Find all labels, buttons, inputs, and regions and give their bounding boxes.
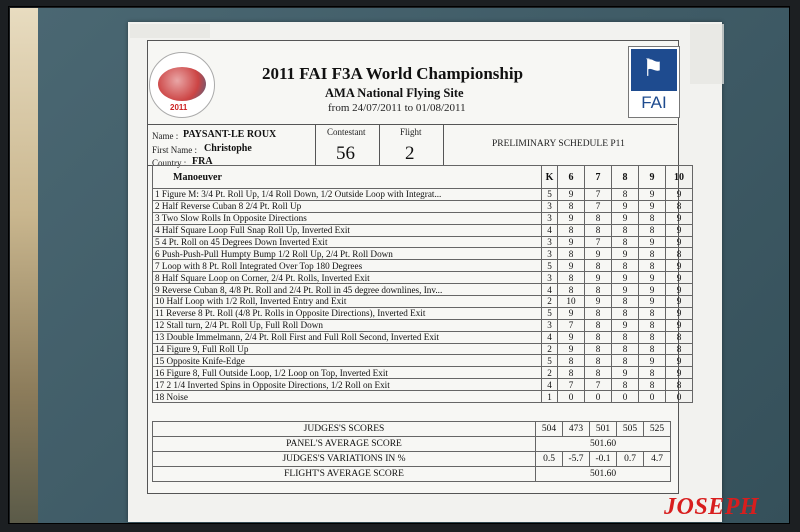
- score-cell: 9: [612, 284, 639, 296]
- score-cell: 7: [585, 189, 612, 201]
- score-cell: 8: [639, 367, 666, 379]
- score-cell: 9: [666, 296, 693, 308]
- variation-value: 0.5: [536, 452, 563, 467]
- variations-label: JUDGES'S VARIATIONS IN %: [153, 452, 536, 467]
- score-cell: 8: [585, 307, 612, 319]
- table-row: [153, 391, 693, 403]
- table-row: [153, 331, 693, 343]
- panel-average-value: 501.60: [536, 437, 671, 452]
- score-cell: 0: [558, 391, 585, 403]
- score-cell: 9: [558, 212, 585, 224]
- score-cell: 8: [639, 224, 666, 236]
- score-cell: 9: [666, 189, 693, 201]
- manoeuver-name: 17 2 1/4 Inverted Spins in Opposite Directions, 1/2 Roll on Exit: [153, 379, 542, 391]
- score-cell: 8: [612, 331, 639, 343]
- manoeuver-name: 13 Double Immelmann, 2/4 Pt. Roll First and Full Roll Second, Inverted Exit: [153, 331, 542, 343]
- country-label: Country :: [152, 158, 187, 168]
- fai-logo-text: FAI: [641, 93, 667, 112]
- score-cell: 8: [558, 200, 585, 212]
- variation-value: 0.7: [617, 452, 644, 467]
- pilot-country: FRA: [192, 156, 213, 167]
- manoeuver-name: 15 Opposite Knife-Edge: [153, 355, 542, 367]
- score-cell: 9: [585, 272, 612, 284]
- score-cell: 9: [612, 248, 639, 260]
- tape: [690, 24, 724, 84]
- score-cell: 8: [585, 319, 612, 331]
- score-cell: 10: [558, 296, 585, 308]
- tape: [130, 24, 210, 38]
- judge-total: 501: [590, 422, 617, 437]
- manoeuver-name: 8 Half Square Loop on Corner, 2/4 Pt. Rolls, Inverted Exit: [153, 272, 542, 284]
- table-row: [153, 272, 693, 284]
- score-cell: 9: [612, 272, 639, 284]
- score-cell: 9: [558, 331, 585, 343]
- score-cell: 8: [612, 355, 639, 367]
- score-cell: 9: [639, 355, 666, 367]
- score-cell: 0: [585, 391, 612, 403]
- score-cell: 8: [612, 379, 639, 391]
- score-cell: 9: [639, 200, 666, 212]
- manoeuver-name: 2 Half Reverse Cuban 8 2/4 Pt. Roll Up: [153, 200, 542, 212]
- table-row: [153, 343, 693, 355]
- judge-total: 504: [536, 422, 563, 437]
- k-factor: 4: [542, 379, 558, 391]
- score-cell: 9: [612, 319, 639, 331]
- manoeuver-name: 4 Half Square Loop Full Snap Roll Up, Inverted Exit: [153, 224, 542, 236]
- judge-total: 525: [644, 422, 671, 437]
- score-cell: 0: [666, 391, 693, 403]
- score-cell: 8: [612, 296, 639, 308]
- table-row: [153, 200, 693, 212]
- score-cell: 7: [558, 319, 585, 331]
- score-cell: 9: [666, 260, 693, 272]
- photographer-watermark: JOSEPH: [664, 494, 760, 520]
- globe-icon: [158, 67, 206, 101]
- score-cell: 9: [558, 307, 585, 319]
- score-cell: 8: [666, 379, 693, 391]
- judge-header: 9: [639, 166, 666, 189]
- divider: [315, 125, 316, 165]
- table-row: [153, 189, 693, 201]
- k-factor: 2: [542, 296, 558, 308]
- k-factor: 4: [542, 224, 558, 236]
- score-cell: 7: [585, 379, 612, 391]
- score-cell: 8: [612, 224, 639, 236]
- score-cell: 8: [666, 200, 693, 212]
- score-cell: 9: [558, 343, 585, 355]
- judge-header: 8: [612, 166, 639, 189]
- score-cell: 9: [558, 189, 585, 201]
- score-cell: 9: [639, 284, 666, 296]
- score-cell: 8: [585, 260, 612, 272]
- score-cell: 8: [585, 355, 612, 367]
- k-factor: 3: [542, 248, 558, 260]
- score-cell: 8: [558, 224, 585, 236]
- k-factor: 2: [542, 367, 558, 379]
- score-cell: 7: [558, 379, 585, 391]
- world-championship-logo: [149, 52, 215, 118]
- manoeuver-name: 12 Stall turn, 2/4 Pt. Roll Up, Full Roll Down: [153, 319, 542, 331]
- table-row: [153, 224, 693, 236]
- manoeuver-name: 10 Half Loop with 1/2 Roll, Inverted Entry and Exit: [153, 296, 542, 308]
- k-factor: 3: [542, 212, 558, 224]
- score-cell: 9: [666, 307, 693, 319]
- flight-number: 2: [405, 143, 415, 164]
- score-cell: 8: [585, 284, 612, 296]
- score-cell: 9: [612, 212, 639, 224]
- k-factor: 5: [542, 189, 558, 201]
- table-row: [153, 248, 693, 260]
- score-cell: 9: [666, 236, 693, 248]
- table-row: [153, 367, 693, 379]
- score-cell: 8: [639, 379, 666, 391]
- eagle-icon: ⚑: [642, 56, 664, 82]
- score-cell: 0: [639, 391, 666, 403]
- score-cell: 8: [585, 224, 612, 236]
- score-cell: 8: [558, 284, 585, 296]
- flight-average-value: 501.60: [536, 467, 671, 482]
- manoeuver-name: 3 Two Slow Rolls In Opposite Directions: [153, 212, 542, 224]
- score-cell: 0: [612, 391, 639, 403]
- k-factor: 2: [542, 343, 558, 355]
- panel-average-label: PANEL'S AVERAGE SCORE: [153, 437, 536, 452]
- score-cell: 8: [558, 355, 585, 367]
- variation-value: 4.7: [644, 452, 671, 467]
- summary-table: [152, 421, 671, 482]
- judge-header: 7: [585, 166, 612, 189]
- divider: [379, 125, 380, 165]
- k-factor: 4: [542, 331, 558, 343]
- score-cell: 9: [666, 212, 693, 224]
- k-factor: 4: [542, 284, 558, 296]
- score-cell: 8: [612, 343, 639, 355]
- score-cell: 9: [612, 200, 639, 212]
- score-cell: 8: [639, 307, 666, 319]
- variation-value: -0.1: [590, 452, 617, 467]
- score-cell: 8: [558, 248, 585, 260]
- manoeuver-name: 6 Push-Push-Pull Humpty Bump 1/2 Roll Up, 2/4 Pt. Roll Down: [153, 248, 542, 260]
- score-cell: 9: [666, 319, 693, 331]
- score-cell: 8: [612, 189, 639, 201]
- k-header: K: [542, 166, 558, 189]
- score-cell: 9: [585, 296, 612, 308]
- judge-total: 505: [617, 422, 644, 437]
- table-row: [153, 260, 693, 272]
- table-row: [153, 212, 693, 224]
- k-factor: 3: [542, 200, 558, 212]
- score-cell: 9: [639, 272, 666, 284]
- manoeuver-header: Manoeuver: [153, 166, 542, 189]
- pilot-name: PAYSANT-LE ROUX: [183, 129, 277, 140]
- manoeuver-name: 14 Figure 9, Full Roll Up: [153, 343, 542, 355]
- score-cell: 8: [585, 331, 612, 343]
- judge-header: 6: [558, 166, 585, 189]
- score-cell: 8: [639, 260, 666, 272]
- score-cell: 9: [639, 189, 666, 201]
- judges-scores-row: [153, 422, 671, 437]
- table-row: [153, 284, 693, 296]
- k-factor: 5: [542, 260, 558, 272]
- variation-value: -5.7: [563, 452, 590, 467]
- divider: [443, 125, 444, 165]
- score-cell: 8: [558, 272, 585, 284]
- scores-table: [152, 165, 693, 403]
- manoeuver-name: 5 4 Pt. Roll on 45 Degrees Down Inverted Exit: [153, 236, 542, 248]
- score-cell: 8: [639, 343, 666, 355]
- k-factor: 3: [542, 272, 558, 284]
- manoeuver-name: 11 Reverse 8 Pt. Roll (4/8 Pt. Rolls in Opposite Directions), Inverted Exit: [153, 307, 542, 319]
- name-label: Name :: [152, 131, 179, 141]
- score-cell: 8: [666, 331, 693, 343]
- site-name: AMA National Flying Site: [325, 86, 464, 100]
- manoeuver-name: 9 Reverse Cuban 8, 4/8 Pt. Roll and 2/4 Pt. Roll in 45 degree downlines, Inv...: [153, 284, 542, 296]
- score-cell: 8: [585, 343, 612, 355]
- pilot-first-name: Christophe: [204, 143, 252, 154]
- score-cell: 9: [666, 355, 693, 367]
- flight-average-row: [153, 467, 671, 482]
- flight-average-label: FLIGHT'S AVERAGE SCORE: [153, 467, 536, 482]
- score-cell: 7: [585, 200, 612, 212]
- score-cell: 9: [558, 260, 585, 272]
- fai-logo: [628, 46, 680, 118]
- k-factor: 5: [542, 355, 558, 367]
- manoeuver-name: 1 Figure M: 3/4 Pt. Roll Up, 1/4 Roll Down, 1/2 Outside Loop with Integrat...: [153, 189, 542, 201]
- table-row: [153, 236, 693, 248]
- schedule-name: PRELIMINARY SCHEDULE P11: [492, 139, 625, 149]
- score-cell: 8: [585, 212, 612, 224]
- score-cell: 8: [666, 248, 693, 260]
- judge-total: 473: [563, 422, 590, 437]
- score-cell: 9: [666, 272, 693, 284]
- manoeuver-name: 7 Loop with 8 Pt. Roll Integrated Over Top 180 Degrees: [153, 260, 542, 272]
- score-cell: 8: [612, 260, 639, 272]
- score-cell: 9: [639, 296, 666, 308]
- score-cell: 9: [666, 224, 693, 236]
- table-row: [153, 307, 693, 319]
- score-cell: 8: [612, 307, 639, 319]
- table-row: [153, 319, 693, 331]
- logo-year: 2011: [170, 103, 188, 112]
- judge-header: 10: [666, 166, 693, 189]
- score-cell: 9: [612, 367, 639, 379]
- manoeuver-name: 16 Figure 8, Full Outside Loop, 1/2 Loop on Top, Inverted Exit: [153, 367, 542, 379]
- panel-average-row: [153, 437, 671, 452]
- table-row: [153, 296, 693, 308]
- score-cell: 7: [585, 236, 612, 248]
- manoeuver-name: 18 Noise: [153, 391, 542, 403]
- flight-label: Flight: [400, 127, 422, 137]
- score-cell: 8: [558, 367, 585, 379]
- score-cell: 8: [666, 343, 693, 355]
- score-cell: 9: [666, 367, 693, 379]
- score-cell: 9: [666, 284, 693, 296]
- score-cell: 9: [558, 236, 585, 248]
- score-cell: 8: [639, 248, 666, 260]
- score-cell: 9: [585, 248, 612, 260]
- table-row: [153, 355, 693, 367]
- judges-scores-label: JUDGES'S SCORES: [153, 422, 536, 437]
- contestant-label: Contestant: [327, 127, 366, 137]
- score-cell: 8: [639, 212, 666, 224]
- score-cell: 9: [639, 236, 666, 248]
- score-cell: 8: [639, 331, 666, 343]
- k-factor: 5: [542, 307, 558, 319]
- table-header-row: [153, 166, 693, 189]
- table-row: [153, 379, 693, 391]
- contestant-number: 56: [336, 143, 355, 164]
- event-dates: from 24/07/2011 to 01/08/2011: [328, 102, 466, 114]
- first-name-label: First Name :: [152, 145, 197, 155]
- score-cell: 8: [585, 367, 612, 379]
- k-factor: 1: [542, 391, 558, 403]
- k-factor: 3: [542, 236, 558, 248]
- variations-row: [153, 452, 671, 467]
- sheet-title: 2011 FAI F3A World Championship: [262, 64, 524, 83]
- score-cell: 8: [612, 236, 639, 248]
- k-factor: 3: [542, 319, 558, 331]
- score-cell: 8: [639, 319, 666, 331]
